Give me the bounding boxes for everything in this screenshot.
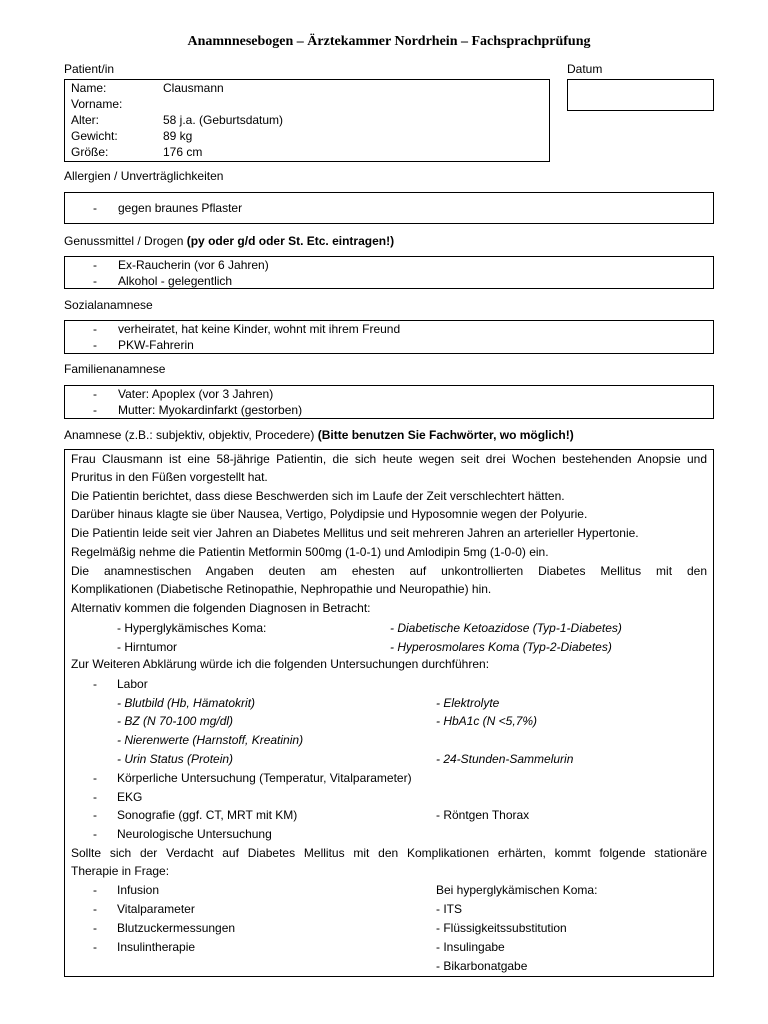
anamnese-p3: Darüber hinaus klagte sie über Nausea, Vertigo, Polydipsie und Hyposomnie wegen der Polyurie. xyxy=(71,507,588,521)
labor-item: - BZ (N 70-100 mg/dl) xyxy=(117,714,234,728)
sozial-label: Sozialanamnese xyxy=(64,298,153,312)
genuss-item: Ex-Raucherin (vor 6 Jahren) xyxy=(118,258,269,272)
anamnese-p5: Regelmäßig nehme die Patientin Metformin 500mg (1-0-1) und Amlodipin 5mg (1-0-0) ein. xyxy=(71,545,549,559)
bullet-dash: - xyxy=(93,827,97,841)
labor-item: - Urin Status (Protein) xyxy=(117,752,234,766)
koma-item: - Bikarbonatgabe xyxy=(436,959,528,973)
datum-label: Datum xyxy=(567,62,603,76)
field-name-value: Clausmann xyxy=(163,81,224,95)
labor-item: - Nierenwerte (Harnstoff, Kreatinin) xyxy=(117,733,304,747)
diagnosis-left: - Hyperglykämisches Koma: xyxy=(117,621,267,635)
labor-item: - HbA1c (N <5,7%) xyxy=(436,714,538,728)
genuss-item: Alkohol - gelegentlich xyxy=(118,274,233,288)
anamnese-p9a: Sollte sich der Verdacht auf Diabetes Mellitus mit den Komplikationen erhärten, kommt folgende stationäre xyxy=(71,846,707,860)
familie-label: Familienanamnese xyxy=(64,362,166,376)
allergy-item: gegen braunes Pflaster xyxy=(118,201,243,215)
bullet-dash: - xyxy=(93,258,97,272)
roentgen-item: - Röntgen Thorax xyxy=(436,808,530,822)
diagnosis-left: - Hirntumor xyxy=(117,640,178,654)
koma-heading: Bei hyperglykämischen Koma: xyxy=(436,883,598,897)
patient-label: Patient/in xyxy=(64,62,115,76)
bullet-dash: - xyxy=(93,790,97,804)
allergien-label: Allergien / Unverträglichkeiten xyxy=(64,169,224,183)
neuro-item: Neurologische Untersuchung xyxy=(117,827,272,841)
anamnese-p4: Die Patientin leide seit vier Jahren an Diabetes Mellitus und seit mehreren Jahren an arterieller Hypertonie. xyxy=(71,526,639,540)
field-vorname-label: Vorname: xyxy=(71,97,123,111)
anamnese-p9b: Therapie in Frage: xyxy=(71,864,170,878)
koma-item: - Flüssigkeitssubstitution xyxy=(436,921,567,935)
sozial-item: PKW-Fahrerin xyxy=(118,338,194,352)
bullet-dash: - xyxy=(93,403,97,417)
ekg-item: EKG xyxy=(117,790,143,804)
field-gewicht-label: Gewicht: xyxy=(71,129,118,143)
koma-item: - ITS xyxy=(436,902,462,916)
familie-item: Vater: Apoplex (vor 3 Jahren) xyxy=(118,387,274,401)
koerper-item: Körperliche Untersuchung (Temperatur, Vitalparameter) xyxy=(117,771,412,785)
diagnosis-right: - Hyperosmolares Koma (Typ-2-Diabetes) xyxy=(390,640,612,654)
sozial-item: verheiratet, hat keine Kinder, wohnt mit ihrem Freund xyxy=(118,322,401,336)
labor-item: - Blutbild (Hb, Hämatokrit) xyxy=(117,696,256,710)
bullet-dash: - xyxy=(93,322,97,336)
familie-box xyxy=(64,385,714,419)
therapie-item: Infusion xyxy=(117,883,160,897)
anamnese-label: Anamnese (z.B.: subjektiv, objektiv, Procedere) (Bitte benutzen Sie Fachwörter, wo möglich!) xyxy=(64,428,574,442)
familie-item: Mutter: Myokardinfarkt (gestorben) xyxy=(118,403,303,417)
field-gewicht-value: 89 kg xyxy=(163,129,193,143)
sozial-box xyxy=(64,320,714,354)
field-alter-label: Alter: xyxy=(71,113,100,127)
field-groesse-value: 176 cm xyxy=(163,145,203,159)
labor-item: - Elektrolyte xyxy=(436,696,500,710)
bullet-dash: - xyxy=(93,771,97,785)
labor-heading: Labor xyxy=(117,677,148,691)
anamnese-p7: Alternativ kommen die folgenden Diagnosen in Betracht: xyxy=(71,601,371,615)
bullet-dash: - xyxy=(93,201,97,215)
koma-item: - Insulingabe xyxy=(436,940,505,954)
field-alter-value: 58 j.a. (Geburtsdatum) xyxy=(163,113,284,127)
genuss-label: Genussmittel / Drogen (py oder g/d oder St. Etc. eintragen!) xyxy=(64,234,395,248)
patient-box xyxy=(64,79,550,162)
diagnosis-right: - Diabetische Ketoazidose (Typ-1-Diabetes) xyxy=(390,621,622,635)
sono-item: Sonografie (ggf. CT, MRT mit KM) xyxy=(117,808,298,822)
field-name-label: Name: xyxy=(71,81,107,95)
bullet-dash: - xyxy=(93,902,97,916)
anamnese-p1a: Frau Clausmann ist eine 58-jährige Patientin, die sich heute wegen seit drei Wochen bestehenden Anopsie und xyxy=(71,452,707,466)
bullet-dash: - xyxy=(93,883,97,897)
anamnese-p1b: Pruritus in den Füßen vorgestellt hat. xyxy=(71,470,268,484)
datum-box xyxy=(567,79,714,111)
page-title: Anamnnesebogen – Ärztekammer Nordrhein – Fachsprachprüfung xyxy=(187,34,591,49)
bullet-dash: - xyxy=(93,677,97,691)
bullet-dash: - xyxy=(93,338,97,352)
therapie-item: Insulintherapie xyxy=(117,940,196,954)
bullet-dash: - xyxy=(93,808,97,822)
anamnese-p6a: Die anamnestischen Angaben deuten am ehesten auf unkontrollierten Diabetes Mellitus mit den xyxy=(71,564,707,578)
bullet-dash: - xyxy=(93,940,97,954)
field-groesse-label: Größe: xyxy=(71,145,109,159)
therapie-item: Vitalparameter xyxy=(117,902,195,916)
genuss-box xyxy=(64,256,714,289)
anamnese-p2: Die Patientin berichtet, dass diese Beschwerden sich im Laufe der Zeit verschlechtert hätten. xyxy=(71,489,565,503)
allergien-box xyxy=(64,192,714,224)
anamnese-p8: Zur Weiteren Abklärung würde ich die folgenden Untersuchungen durchführen: xyxy=(71,657,490,671)
therapie-item: Blutzuckermessungen xyxy=(117,921,236,935)
bullet-dash: - xyxy=(93,274,97,288)
labor-item: - 24-Stunden-Sammelurin xyxy=(436,752,574,766)
bullet-dash: - xyxy=(93,387,97,401)
anamnese-p6b: Komplikationen (Diabetische Retinopathie, Nephropathie und Neuropathie) hin. xyxy=(71,582,492,596)
bullet-dash: - xyxy=(93,921,97,935)
